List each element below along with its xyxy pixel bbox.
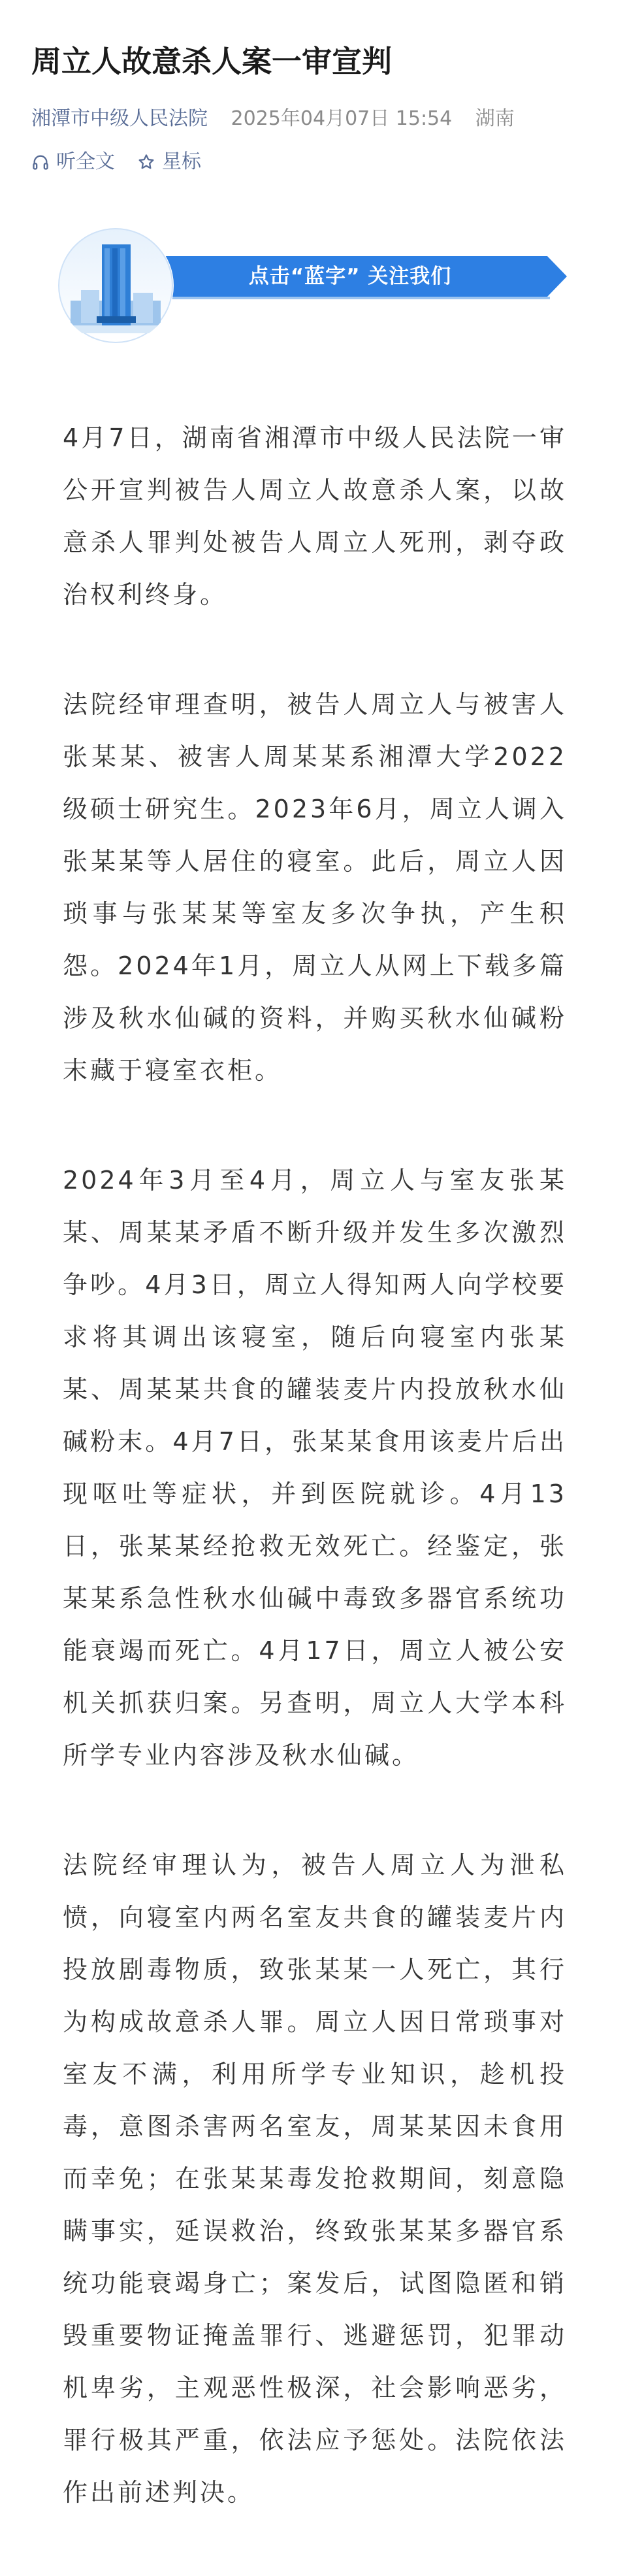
article-actions — [31, 149, 223, 175]
banner-underline — [158, 297, 550, 299]
paragraph-4: 法院经审理认为，被告人周立人为泄私愤，向寝室内两名室友共食的罐装麦片内投放剧毒物质，致张某某一人死亡，其行为构成故意杀人罪。周立人因日常琐事对室友不满，利用所学专业知识，趁机投毒，意图杀害两名室友，周某某因未食用而幸免；在张某某毒发抢救期间，刻意隐瞒事实，延误救治，终致张某某多器官系统功能衰竭身亡；案发后，试图隐匿和销毁重要物证掩盖罪行、逃避惩罚，犯罪动机卑劣，主观恶性极深，社会影响恶劣，罪行极其严重，依法应予惩处。法院依法作出前述判决。 — [63, 1851, 567, 2507]
article-meta — [31, 106, 515, 132]
paragraph-2: 法院经审理查明，被告人周立人与被害人张某某、被害人周某某系湘潭大学2022级硕士研究生。2023年6月，周立人调入张某某等人居住的寝室。此后，周立人因琐事与张某某等室友多次争执，产生积怨。2024年1月，周立人从网上下载多篇涉及秋水仙碱的资料，并购买秋水仙碱粉末藏于寝室衣柜。 — [63, 690, 567, 1085]
banner-text: 点击“蓝字” 关注我们 — [248, 265, 452, 288]
listen-button[interactable] — [31, 149, 115, 175]
paragraph-3: 2024年3月至4月，周立人与室友张某某、周某某矛盾不断升级并发生多次激烈争吵。4月3日，周立人得知两人向学校要求将其调出该寝室，随后向寝室内张某某、周某某共食的罐装麦片内投放秋水仙碱粉末。4月7日，张某某食用该麦片后出现呕吐等症状，并到医院就诊。4月13日，张某某经抢救无效死亡。经鉴定，张某某系急性秋水仙碱中毒致多器官系统功能衰竭而死亡。4月17日，周立人被公安机关抓获归案。另查明，周立人大学本科所学专业内容涉及秋水仙碱。 — [63, 1166, 567, 1770]
publish-date: 2025年04月07日 15:54 — [231, 107, 453, 130]
article-body — [63, 412, 567, 2576]
headphones-icon — [31, 153, 50, 171]
star-label: 星标 — [162, 150, 201, 173]
account-name-link[interactable]: 湘潭市中级人民法院 — [31, 107, 208, 130]
publish-region: 湖南 — [475, 107, 515, 130]
listen-label: 听全文 — [56, 150, 115, 173]
follow-banner[interactable] — [57, 227, 580, 345]
court-building-logo — [57, 227, 174, 344]
star-icon — [137, 153, 155, 171]
star-button[interactable] — [137, 149, 201, 175]
paragraph-1: 4月7日，湖南省湘潭市中级人民法院一审公开宣判被告人周立人故意杀人案，以故意杀人罪判处被告人周立人死刑，剥夺政治权利终身。 — [63, 423, 567, 609]
article-title: 周立人故意杀人案一审宣判 — [31, 44, 392, 79]
